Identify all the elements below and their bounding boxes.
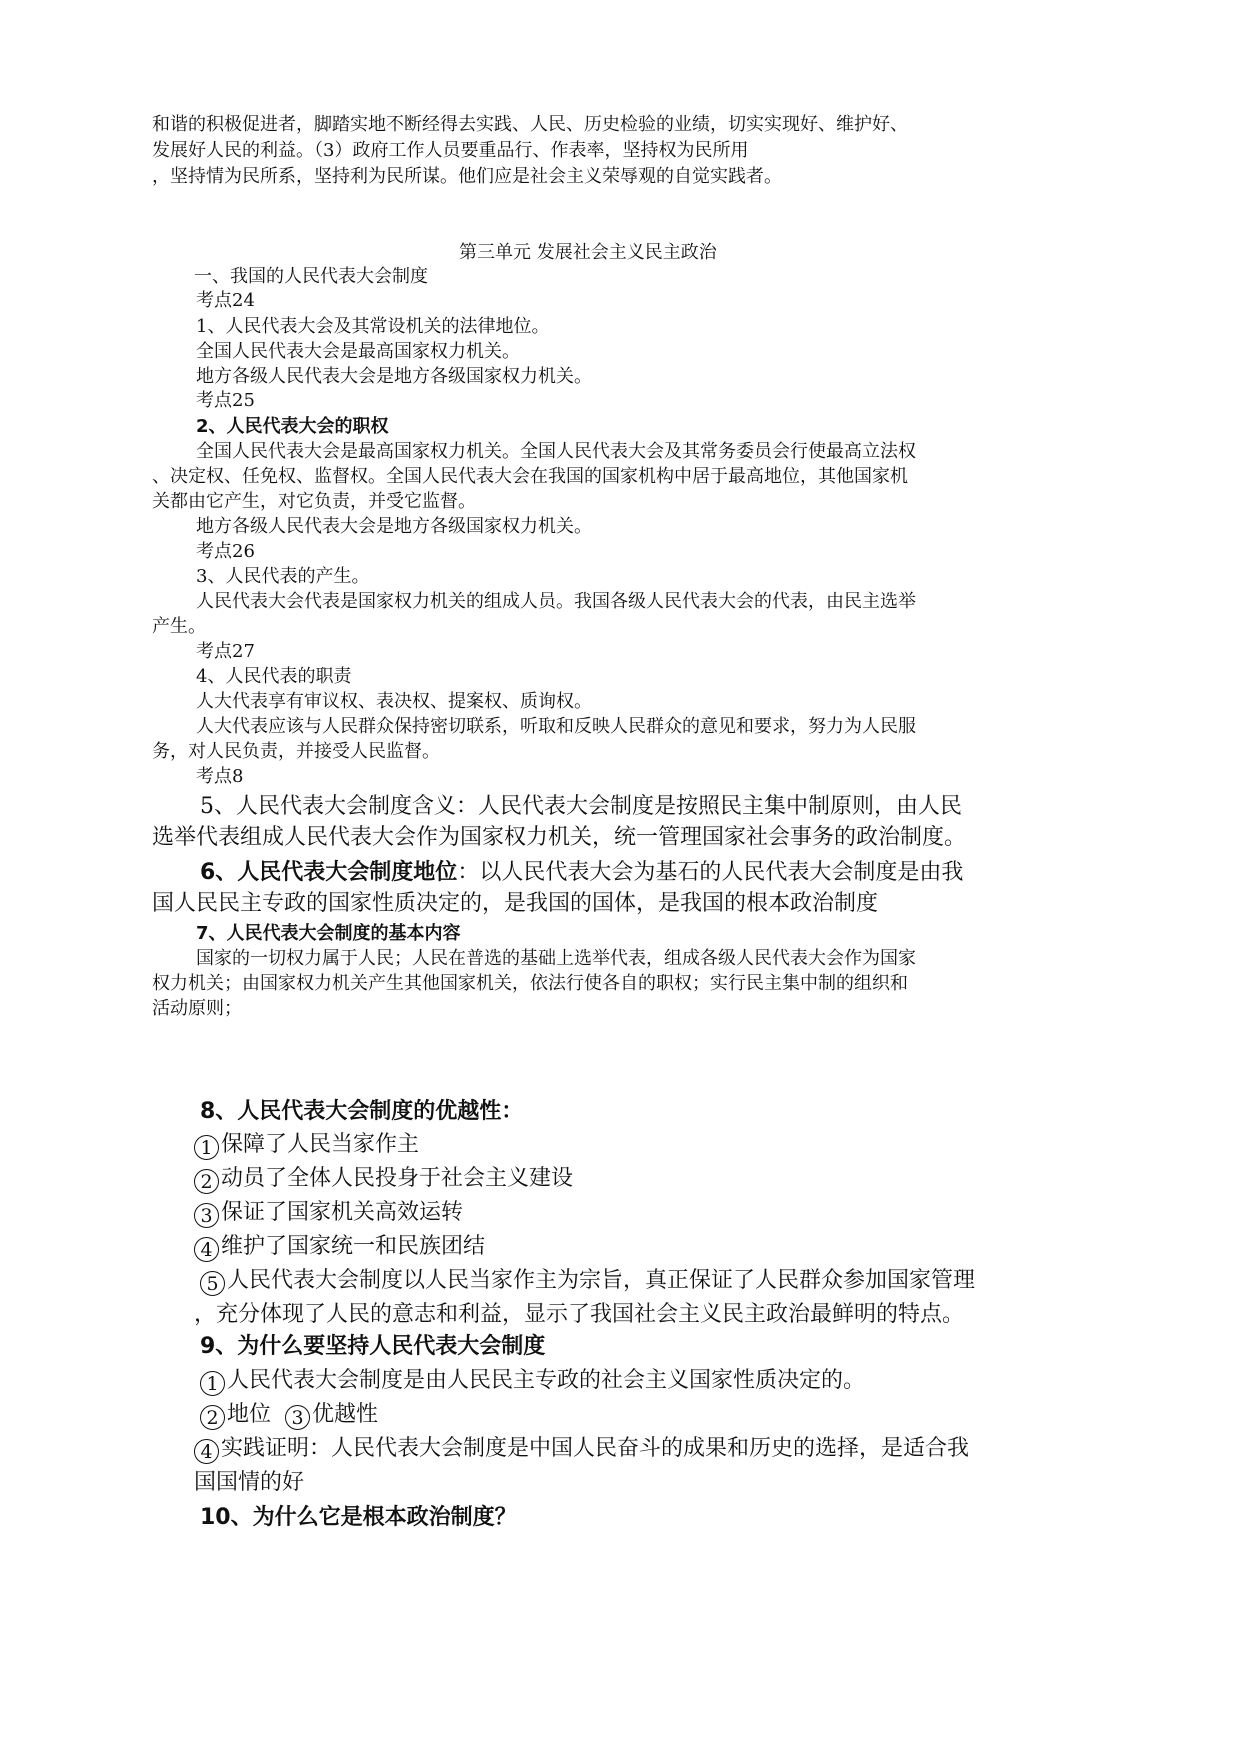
list-item <box>200 1404 378 1430</box>
circled-number: 5 <box>200 1271 225 1296</box>
text-line: 国家的一切权力属于人民；人民在普选的基础上选举代表，组成各级人民代表大会作为国家 <box>196 948 916 969</box>
exam-point-label: 考点24 <box>196 290 255 311</box>
list-item-text: 人民代表大会制度以人民当家作主为宗旨，真正保证了人民群众参加国家管理 <box>227 1268 976 1293</box>
circled-number: 1 <box>194 1135 219 1160</box>
text-line: 关都由它产生，对它负责，并受它监督。 <box>152 491 476 512</box>
item-heading: 8、人民代表大会制度的优越性： <box>200 1099 524 1124</box>
text-line: 人大代表应该与人民群众保持密切联系，听取和反映人民群众的意见和要求，努力为人民服 <box>196 716 916 737</box>
list-item-text: 保障了人民当家作主 <box>221 1132 420 1157</box>
list-item <box>194 1168 573 1194</box>
text-line: 务，对人民负责，并接受人民监督。 <box>152 741 440 762</box>
text-line: 、决定权、任免权、监督权。全国人民代表大会在我国的国家机构中居于最高地位，其他国家机 <box>152 466 908 487</box>
list-item <box>200 1270 975 1296</box>
text-line: 全国人民代表大会是最高国家权力机关。 <box>196 341 520 362</box>
text-line: 产生。 <box>152 616 206 637</box>
item-heading: 4、人民代表的职责 <box>196 666 352 687</box>
list-item <box>194 1134 419 1160</box>
text-line: 发展好人民的利益。（3）政府工作人员要重品行、作表率，坚持权为民所用 <box>152 140 749 161</box>
item-heading: 3、人民代表的产生。 <box>196 566 370 587</box>
text-run: ：以人民代表大会为基石的人民代表大会制度是由我 <box>457 860 964 885</box>
text-line: ，坚持情为民所系，坚持利为民所谋。他们应是社会主义荣辱观的自觉实践者。 <box>152 166 782 187</box>
circled-number: 4 <box>194 1439 219 1464</box>
circled-number: 4 <box>194 1237 219 1262</box>
list-item <box>200 1370 865 1396</box>
circled-number: 2 <box>200 1405 225 1430</box>
circled-number: 2 <box>194 1169 219 1194</box>
list-item-text: 动员了全体人民投身于社会主义建设 <box>221 1166 574 1191</box>
text-line: 活动原则； <box>152 998 242 1019</box>
unit-title: 第三单元 发展社会主义民主政治 <box>459 242 717 263</box>
text-line: 人大代表享有审议权、表决权、提案权、质询权。 <box>196 691 592 712</box>
list-item <box>194 1202 463 1228</box>
text-line: ，充分体现了人民的意志和利益，显示了我国社会主义民主政治最鲜明的特点。 <box>194 1302 965 1327</box>
circled-number: 3 <box>285 1405 310 1430</box>
item-heading: 10、为什么它是根本政治制度？ <box>200 1505 517 1530</box>
list-item-text: 地位 <box>227 1402 272 1427</box>
list-item-text: 人民代表大会制度是由人民民主专政的社会主义国家性质决定的。 <box>227 1368 866 1393</box>
paragraph-5: 5、人民代表大会制度含义：人民代表大会制度是按照民主集中制原则，由人民 <box>200 794 962 819</box>
paragraph-6 <box>200 862 963 884</box>
circled-number: 3 <box>194 1203 219 1228</box>
list-item <box>194 1438 969 1464</box>
item-heading: 7、人民代表大会制度的基本内容 <box>196 923 461 944</box>
text-line: 地方各级人民代表大会是地方各级国家权力机关。 <box>196 366 592 387</box>
section-heading: 一、我国的人民代表大会制度 <box>194 266 428 287</box>
item-heading: 1、人民代表大会及其常设机关的法律地位。 <box>196 316 550 337</box>
text-line: 选举代表组成人民代表大会作为国家权力机关，统一管理国家社会事务的政治制度。 <box>152 825 967 850</box>
text-line: 国国情的好 <box>194 1470 305 1495</box>
text-line: 国人民民主专政的国家性质决定的，是我国的国体，是我国的根本政治制度 <box>152 891 879 916</box>
item-heading: 2、人民代表大会的职权 <box>196 416 389 437</box>
list-item-text: 实践证明：人民代表大会制度是中国人民奋斗的成果和历史的选择，是适合我 <box>221 1436 970 1461</box>
exam-point-label: 考点25 <box>196 390 255 411</box>
list-item <box>194 1236 485 1262</box>
list-item-text: 优越性 <box>312 1402 379 1427</box>
text-line: 权力机关；由国家权力机关产生其他国家机关，依法行使各自的职权；实行民主集中制的组织和 <box>152 973 908 994</box>
circled-number: 1 <box>200 1371 225 1396</box>
text-line: 全国人民代表大会是最高国家权力机关。全国人民代表大会及其常务委员会行使最高立法权 <box>196 441 916 462</box>
item-heading: 6、人民代表大会制度地位 <box>200 860 458 885</box>
text-line: 地方各级人民代表大会是地方各级国家权力机关。 <box>196 516 592 537</box>
item-heading: 9、为什么要坚持人民代表大会制度 <box>200 1334 546 1359</box>
exam-point-label: 考点8 <box>196 766 244 787</box>
list-item-text: 保证了国家机关高效运转 <box>221 1200 464 1225</box>
exam-point-label: 考点26 <box>196 541 255 562</box>
list-item-text: 维护了国家统一和民族团结 <box>221 1234 486 1259</box>
text-line: 人民代表大会代表是国家权力机关的组成人员。我国各级人民代表大会的代表，由民主选举 <box>196 591 916 612</box>
text-line: 和谐的积极促进者，脚踏实地不断经得去实践、人民、历史检验的业绩，切实实现好、维护好、 <box>152 114 908 135</box>
exam-point-label: 考点27 <box>196 641 255 662</box>
